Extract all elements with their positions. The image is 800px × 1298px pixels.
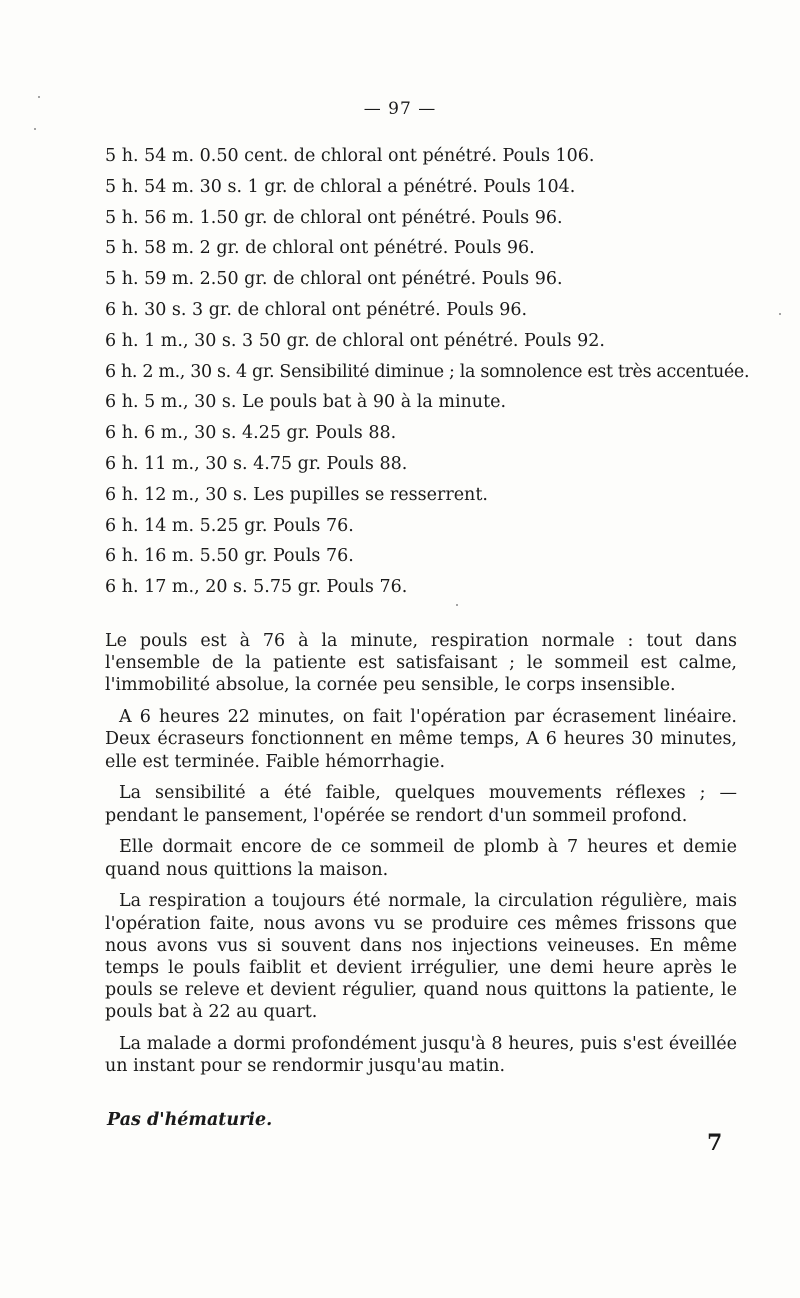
timeline-entry: 6 h. 16 m. 5.50 gr. Pouls 76. bbox=[105, 546, 354, 567]
timeline-entry: 6 h. 11 m., 30 s. 4.75 gr. Pouls 88. bbox=[105, 453, 408, 474]
paragraph: A 6 heures 22 minutes, on fait l'opération par écrasement linéaire. Deux écraseurs fonctionnent en même temps, A 6 heures 30 minutes, elle est terminée. Faible hémorrhagie. bbox=[105, 707, 737, 772]
timeline-entry: 6 h. 12 m., 30 s. Les pupilles se resserrent. bbox=[105, 484, 488, 505]
paragraph: La respiration a toujours été normale, la circulation régulière, mais l'opération faite, nous avons vu se produire ces mêmes frissons que nous avons vus si souvent dans nos injections veineuses. En même temps le pouls faiblit et devient irrégulier, une demi heure après le pouls se releve et devient régulier, quand nous quittons la patiente, le pouls bat à 22 au quart. bbox=[105, 891, 737, 1023]
timeline-entry: 5 h. 58 m. 2 gr. de chloral ont pénétré. Pouls 96. bbox=[105, 238, 535, 259]
timeline-entry: 5 h. 54 m. 0.50 cent. de chloral ont pénétré. Pouls 106. bbox=[105, 146, 595, 166]
timeline-entry: 5 h. 59 m. 2.50 gr. de chloral ont pénétré. Pouls 96. bbox=[105, 269, 563, 290]
paper-speck bbox=[38, 96, 40, 98]
timeline-entry: 6 h. 6 m., 30 s. 4.25 gr. Pouls 88. bbox=[105, 423, 397, 444]
timeline-entry: 6 h. 17 m., 20 s. 5.75 gr. Pouls 76. bbox=[105, 577, 408, 598]
timeline-entry: 6 h. 5 m., 30 s. Le pouls bat à 90 à la minute. bbox=[105, 392, 507, 413]
paper-speck bbox=[456, 604, 458, 606]
paper-speck bbox=[34, 128, 36, 130]
paragraph: La malade a dormi profondément jusqu'à 8 heures, puis s'est éveillée un instant pour se rendormir jusqu'au matin. bbox=[105, 1034, 737, 1077]
timeline-entries bbox=[105, 141, 755, 603]
paper-speck bbox=[779, 313, 781, 315]
timeline-entry: 6 h. 14 m. 5.25 gr. Pouls 76. bbox=[105, 515, 354, 536]
body-text bbox=[105, 630, 737, 1087]
paragraph: Elle dormait encore de ce sommeil de plomb à 7 heures et demie quand nous quittions la maison. bbox=[105, 837, 737, 880]
timeline-entry: 6 h. 1 m., 30 s. 3 50 gr. de chloral ont pénétré. Pouls 92. bbox=[105, 330, 605, 351]
timeline-entry: 5 h. 56 m. 1.50 gr. de chloral ont pénétré. Pouls 96. bbox=[105, 207, 563, 228]
timeline-entry: 6 h. 2 m., 30 s. 4 gr. Sensibilité diminue ; la somnolence est très accentuée. bbox=[105, 361, 750, 382]
page-number: — 97 — bbox=[363, 99, 437, 119]
timeline-entry: 6 h. 30 s. 3 gr. de chloral ont pénétré. Pouls 96. bbox=[105, 299, 528, 320]
paragraph: La sensibilité a été faible, quelques mouvements réflexes ; — pendant le pansement, l'opérée se rendort d'un sommeil profond. bbox=[105, 783, 737, 826]
paragraph: Le pouls est à 76 à la minute, respiration normale : tout dans l'ensemble de la patiente est satisfaisant ; le sommeil est calme, l'immobilité absolue, la cornée peu sensible, le corps insensible. bbox=[105, 631, 737, 696]
signature-mark: 7 bbox=[707, 1130, 723, 1156]
closing-note: Pas d'hématurie. bbox=[107, 1110, 273, 1130]
timeline-entry: 5 h. 54 m. 30 s. 1 gr. de chloral a pénétré. Pouls 104. bbox=[105, 176, 576, 197]
